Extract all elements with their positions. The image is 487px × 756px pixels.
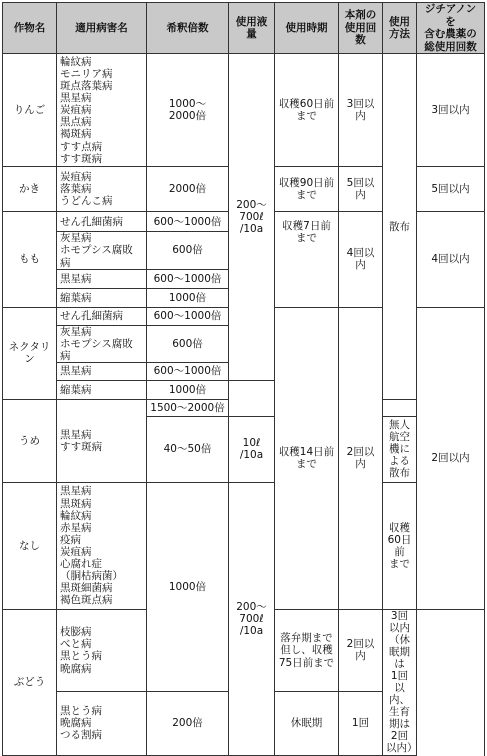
dilution-cell: 600～1000倍 xyxy=(147,269,229,288)
dilution-cell: 600～1000倍 xyxy=(147,212,229,232)
timing-cell: 落弁期まで 但し、収穫 75日前まで xyxy=(275,609,339,691)
total-cell: 2回以内 xyxy=(417,307,485,609)
timing-cell: 収穫60日前 まで xyxy=(383,482,417,609)
header-dilution: 希釈倍数 xyxy=(147,3,229,54)
timing-cell: 収穫14日前 まで xyxy=(275,307,339,609)
header-volume: 使用液量 xyxy=(229,3,275,54)
count-cell: 4回以内 xyxy=(339,212,383,307)
dilution-cell: 600～1000倍 xyxy=(147,307,229,325)
header-row xyxy=(3,3,485,54)
crop-cell: ぶどう xyxy=(3,609,57,755)
dilution-cell: 600倍 xyxy=(147,325,229,362)
disease-cell: 炭疽病 落葉病 うどんこ病 xyxy=(57,167,147,212)
dilution-cell: 600倍 xyxy=(147,232,229,269)
header-disease: 適用病害名 xyxy=(57,3,147,54)
disease-cell: 灰星病 ホモプシス腐敗病 xyxy=(57,232,147,269)
total-cell: 4回以内 xyxy=(417,212,485,307)
total-cell: 3回以内 （休眠期は 1回以内、 生育期は 2回以内） xyxy=(383,609,417,755)
disease-cell: 黒とう病 晩腐病 つる割病 xyxy=(57,692,147,755)
disease-cell: 輪紋病 モニリア病 斑点落葉病 黒星病 炭疽病 黒点病 褐斑病 すす点病 すす斑病 xyxy=(57,54,147,167)
method-cell: 無人 航空 機に よる 散布 xyxy=(383,416,417,482)
dilution-cell: 1500～2000倍 xyxy=(147,399,229,416)
total-cell: 3回以内 xyxy=(417,54,485,167)
crop-cell: りんご xyxy=(3,54,57,167)
count-cell: 5回以内 xyxy=(339,167,383,212)
crop-cell: かき xyxy=(3,167,57,212)
disease-cell: 黒星病 すす斑病 xyxy=(57,399,147,482)
dilution-cell: 600～1000倍 xyxy=(147,362,229,380)
timing-cell: 収穫7日前 まで xyxy=(275,212,339,307)
crop-cell: うめ xyxy=(3,399,57,482)
table-row xyxy=(3,399,485,416)
disease-cell: せん孔細菌病 xyxy=(57,212,147,232)
crop-cell: もも xyxy=(3,212,57,307)
crop-cell: なし xyxy=(3,482,57,609)
header-total: ジチアノンを 含む農薬の 総使用回数 xyxy=(417,3,485,54)
disease-cell: 黒星病 xyxy=(57,362,147,380)
timing-cell: 収穫60日前 まで xyxy=(275,54,339,167)
table-row xyxy=(3,482,485,609)
volume-cell: 200～ 700ℓ /10a xyxy=(229,482,275,755)
header-crop: 作物名 xyxy=(3,3,57,54)
timing-cell: 休眠期 xyxy=(275,692,339,755)
volume-cell: 10ℓ /10a xyxy=(229,416,275,482)
header-timing: 使用時期 xyxy=(275,3,339,54)
pesticide-usage-table xyxy=(2,2,485,756)
count-cell: 1回 xyxy=(339,692,383,755)
disease-cell: 黒星病 xyxy=(57,269,147,288)
dilution-cell: 1000倍 xyxy=(147,380,229,399)
dilution-cell: 1000倍 xyxy=(147,482,229,691)
disease-cell: せん孔細菌病 xyxy=(57,307,147,325)
disease-cell: 縮葉病 xyxy=(57,288,147,307)
header-method: 使用 方法 xyxy=(383,3,417,54)
count-cell: 2回以内 xyxy=(339,307,383,609)
timing-cell: 収穫90日前 まで xyxy=(275,167,339,212)
disease-cell: 枝膨病 べと病 黒とう病 晩腐病 xyxy=(57,609,147,691)
crop-cell: ネクタリン xyxy=(3,307,57,399)
disease-cell: 灰星病 ホモプシス腐敗病 xyxy=(57,325,147,362)
table-row xyxy=(3,54,485,167)
header-count: 本剤の 使用回数 xyxy=(339,3,383,54)
dilution-cell: 200倍 xyxy=(147,692,229,755)
disease-cell: 縮葉病 xyxy=(57,380,147,399)
method-cell: 散布 xyxy=(383,54,417,399)
dilution-cell: 1000倍 xyxy=(147,288,229,307)
dilution-cell: 40～50倍 xyxy=(147,416,229,482)
count-cell: 2回以内 xyxy=(339,609,383,691)
disease-cell: 黒星病 黒斑病 輪紋病 赤星病 疫病 炭疽病 心腐れ症 （胴枯病菌） 黒斑細菌病 褐色斑点病 xyxy=(57,482,147,609)
volume-cell: 200～ 700ℓ /10a xyxy=(229,54,275,380)
total-cell: 5回以内 xyxy=(417,167,485,212)
dilution-cell: 2000倍 xyxy=(147,167,229,212)
count-cell: 3回以内 xyxy=(339,54,383,167)
dilution-cell: 1000～ 2000倍 xyxy=(147,54,229,167)
